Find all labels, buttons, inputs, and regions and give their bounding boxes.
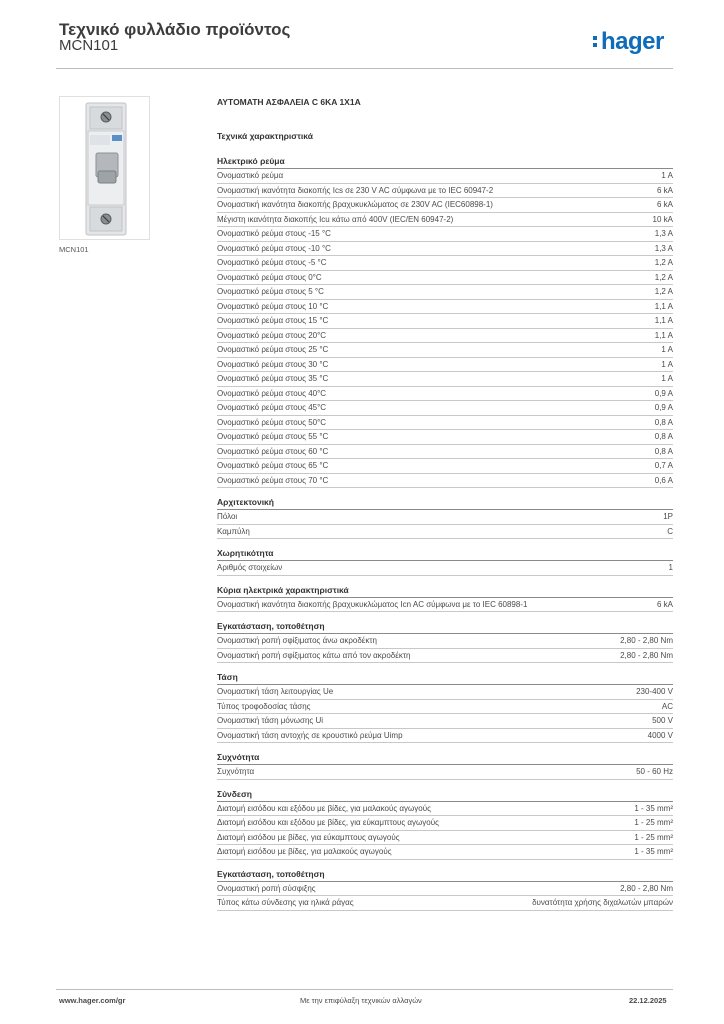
spec-value: 1,1 A: [654, 301, 673, 311]
footer-date: 22.12.2025: [629, 996, 667, 1005]
spec-value: 230-400 V: [636, 687, 673, 696]
spec-value: 1 A: [661, 359, 673, 369]
spec-value: 4000 V: [647, 730, 673, 740]
spec-row: [217, 242, 673, 257]
spec-label: Ονομαστική τάση μόνωσης Ui: [217, 716, 324, 725]
spec-label: Ονομαστικό ρεύμα στους 25 °C: [217, 345, 329, 354]
spec-row: [217, 510, 673, 525]
spec-row: [217, 765, 673, 780]
section-title: Συχνότητα: [217, 752, 673, 765]
spec-row: [217, 329, 673, 344]
spec-label: Ονομαστικό ρεύμα στους 40°C: [217, 388, 327, 398]
spec-section: [217, 752, 673, 780]
logo-text: hager: [601, 28, 664, 55]
spec-label: Καμπύλη: [217, 526, 250, 536]
spec-row: [217, 314, 673, 329]
spec-content: [217, 96, 673, 920]
spec-value: 1: [668, 563, 673, 572]
spec-value: 1 - 35 mm²: [634, 847, 673, 856]
spec-label: Ονομαστικό ρεύμα στους 35 °C: [217, 374, 329, 383]
spec-value: 1,2 A: [654, 272, 673, 282]
spec-value: 1 A: [661, 374, 673, 383]
spec-label: Ονομαστικό ρεύμα στους 15 °C: [217, 316, 329, 325]
spec-value: 1,3 A: [654, 243, 673, 253]
spec-sections: [217, 156, 673, 911]
hager-logo: [593, 27, 664, 57]
spec-row: [217, 729, 673, 744]
spec-value: 0,8 A: [654, 446, 673, 456]
spec-label: Ονομαστικό ρεύμα στους -15 °C: [217, 229, 331, 238]
spec-label: Ονομαστική ροπή σύσφιξης: [217, 883, 316, 893]
spec-section: [217, 621, 673, 663]
spec-section: [217, 789, 673, 860]
spec-row: [217, 700, 673, 715]
spec-label: Μέγιστη ικανότητα διακοπής Icu κάτω από 400V (IEC/EN 60947-2): [217, 214, 454, 224]
spec-label: Ονομαστικό ρεύμα: [217, 171, 284, 180]
spec-value: 1 A: [661, 345, 673, 354]
spec-section: [217, 869, 673, 911]
product-image: [59, 96, 150, 240]
spec-row: [217, 358, 673, 373]
spec-label: Ονομαστική ροπή σφίξιματος άνω ακροδέκτη: [217, 636, 377, 645]
spec-row: [217, 802, 673, 817]
spec-row: [217, 831, 673, 846]
logo-colon-mark: [593, 33, 598, 49]
spec-row: [217, 169, 673, 184]
spec-row: [217, 634, 673, 649]
spec-value: 6 kA: [656, 200, 673, 209]
spec-value: 500 V: [652, 716, 673, 725]
spec-value: 0,6 A: [654, 475, 673, 485]
spec-row: [217, 387, 673, 402]
spec-row: [217, 271, 673, 286]
spec-value: 6 kA: [656, 599, 673, 609]
spec-label: Ονομαστική τάση λειτουργίας Ue: [217, 687, 334, 696]
spec-row: [217, 816, 673, 831]
spec-value: 1 - 25 mm²: [634, 832, 673, 842]
spec-section: [217, 156, 673, 488]
section-title: Τάση: [217, 672, 673, 685]
spec-label: Αριθμός στοιχείων: [217, 563, 283, 572]
spec-row: [217, 882, 673, 897]
technical-characteristics-heading: Τεχνικά χαρακτηριστικά: [217, 131, 313, 141]
footer-website: www.hager.com/gr: [59, 996, 126, 1005]
spec-value: 0,7 A: [654, 461, 673, 470]
spec-row: [217, 474, 673, 489]
spec-value: 2,80 - 2,80 Nm: [620, 650, 673, 660]
spec-label: Ονομαστικό ρεύμα στους 0°C: [217, 272, 322, 282]
spec-label: Ονομαστικό ρεύμα στους 10 °C: [217, 301, 329, 311]
product-image-caption: MCN101: [59, 245, 89, 254]
spec-label: Ονομαστική τάση αντοχής σε κρουστικό ρεύμα Uimp: [217, 730, 403, 740]
spec-label: Πόλοι: [217, 512, 238, 521]
section-title: Σύνδεση: [217, 789, 673, 802]
spec-row: [217, 343, 673, 358]
spec-row: [217, 401, 673, 416]
spec-value: 0,9 A: [654, 388, 673, 398]
section-title: Κύρια ηλεκτρικά χαρακτηριστικά: [217, 585, 673, 598]
spec-section: [217, 548, 673, 576]
section-title: Ηλεκτρικό ρεύμα: [217, 156, 673, 169]
spec-value: δυνατότητα χρήσης διχαλωτών μπαρών: [532, 898, 673, 907]
spec-row: [217, 430, 673, 445]
section-title: Εγκατάσταση, τοποθέτηση: [217, 869, 673, 882]
spec-value: 1,2 A: [654, 258, 673, 267]
spec-row: [217, 845, 673, 860]
spec-label: Ονομαστικό ρεύμα στους -5 °C: [217, 258, 327, 267]
spec-value: 0,9 A: [654, 403, 673, 412]
spec-row: [217, 184, 673, 199]
spec-label: Συχνότητα: [217, 767, 255, 776]
spec-value: 1,2 A: [654, 287, 673, 296]
spec-value: 1P: [663, 512, 673, 521]
spec-label: Τύπος κάτω σύνδεσης για ηλικά ράγας: [217, 898, 354, 907]
spec-value: 1 A: [661, 171, 673, 180]
spec-value: 1,1 A: [654, 330, 673, 340]
spec-value: 2,80 - 2,80 Nm: [620, 883, 673, 893]
circuit-breaker-illustration: [60, 97, 149, 239]
spec-label: Ονομαστική ικανότητα διακοπής βραχυκυκλώματος σε 230V AC (IEC60898-1): [217, 200, 493, 209]
spec-label: Ονομαστικό ρεύμα στους 50°C: [217, 417, 327, 427]
spec-label: Ονομαστικό ρεύμα στους 20°C: [217, 330, 327, 340]
spec-label: Ονομαστικό ρεύμα στους 5 °C: [217, 287, 324, 296]
spec-section: [217, 672, 673, 743]
spec-row: [217, 256, 673, 271]
spec-label: Διατομή εισόδου και εξόδου με βίδες, για εύκαμπτους αγωγούς: [217, 818, 439, 827]
spec-label: Διατομή εισόδου και εξόδου με βίδες, για μαλακούς αγωγούς: [217, 803, 431, 813]
spec-row: [217, 598, 673, 613]
spec-label: Ονομαστικό ρεύμα στους 45°C: [217, 403, 327, 412]
spec-label: Ονομαστικό ρεύμα στους 60 °C: [217, 446, 329, 456]
product-name: ΑΥΤΟΜΑΤΗ ΑΣΦΑΛΕΙΑ C 6KA 1X1A: [217, 97, 361, 107]
spec-row: [217, 649, 673, 664]
spec-label: Ονομαστική ροπή σφίξιματος κάτω από τον ακροδέκτη: [217, 650, 411, 660]
spec-value: 1 - 35 mm²: [634, 803, 673, 813]
spec-label: Ονομαστικό ρεύμα στους 65 °C: [217, 461, 329, 470]
spec-value: 6 kA: [656, 185, 673, 195]
section-title: Εγκατάσταση, τοποθέτηση: [217, 621, 673, 634]
spec-row: [217, 561, 673, 576]
document-product-code: MCN101: [59, 37, 119, 54]
spec-row: [217, 714, 673, 729]
spec-row: [217, 285, 673, 300]
spec-value: 10 kA: [652, 214, 673, 224]
spec-label: Ονομαστικό ρεύμα στους 70 °C: [217, 475, 329, 485]
spec-row: [217, 459, 673, 474]
spec-label: Ονομαστική ικανότητα διακοπής Ics σε 230 V AC σύμφωνα με το IEC 60947-2: [217, 185, 494, 195]
spec-value: C: [667, 526, 673, 536]
spec-section: [217, 497, 673, 539]
spec-label: Τύπος τροφοδοσίας τάσης: [217, 701, 311, 711]
footer-divider: [56, 989, 673, 990]
spec-value: AC: [661, 701, 673, 711]
section-title: Χωρητικότητα: [217, 548, 673, 561]
spec-row: [217, 372, 673, 387]
spec-label: Ονομαστικό ρεύμα στους 30 °C: [217, 359, 329, 369]
spec-value: 1,3 A: [654, 229, 673, 238]
spec-value: 50 - 60 Hz: [636, 767, 673, 776]
footer-note: Με την επιφύλαξη τεχνικών αλλαγών: [300, 996, 422, 1005]
spec-row: [217, 198, 673, 213]
spec-value: 1 - 25 mm²: [634, 818, 673, 827]
spec-section: [217, 585, 673, 613]
header-divider: [56, 68, 673, 69]
spec-row: [217, 300, 673, 315]
spec-row: [217, 445, 673, 460]
spec-row: [217, 227, 673, 242]
spec-value: 0,8 A: [654, 432, 673, 441]
spec-value: 1,1 A: [654, 316, 673, 325]
spec-label: Διατομή εισόδου με βίδες, για μαλακούς αγωγούς: [217, 847, 392, 856]
spec-value: 0,8 A: [654, 417, 673, 427]
spec-row: [217, 685, 673, 700]
spec-row: [217, 416, 673, 431]
spec-row: [217, 213, 673, 228]
spec-row: [217, 896, 673, 911]
spec-label: Διατομή εισόδου με βίδες, για εύκαμπτους αγωγούς: [217, 832, 400, 842]
spec-label: Ονομαστικό ρεύμα στους -10 °C: [217, 243, 331, 253]
spec-value: 2,80 - 2,80 Nm: [620, 636, 673, 645]
spec-label: Ονομαστικό ρεύμα στους 55 °C: [217, 432, 329, 441]
section-title: Αρχιτεκτονική: [217, 497, 673, 510]
spec-label: Ονομαστική ικανότητα διακοπής βραχυκυκλώματος Icn AC σύμφωνα με το IEC 60898-1: [217, 599, 528, 609]
document-title: Τεχνικό φυλλάδιο προϊόντος: [59, 20, 291, 39]
spec-row: [217, 525, 673, 540]
